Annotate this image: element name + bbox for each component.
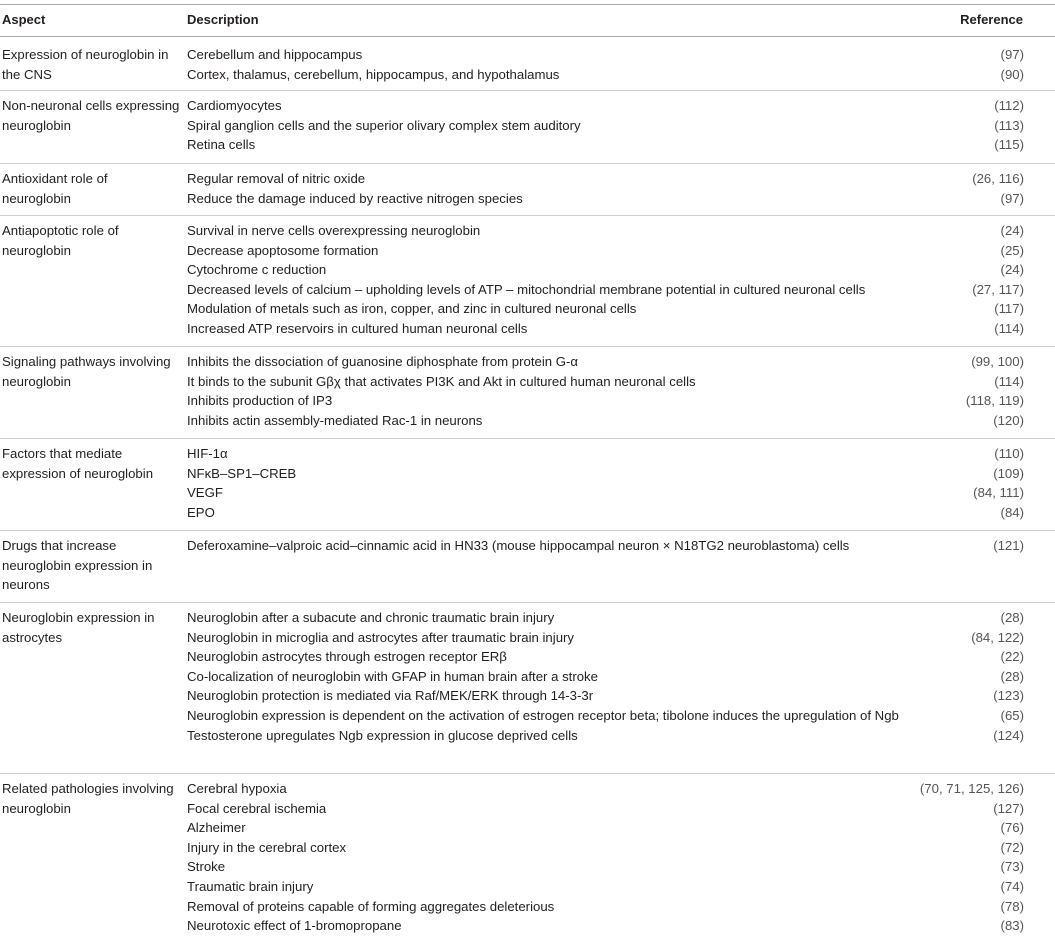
table-row [0, 877, 1055, 897]
table-row [0, 608, 1055, 628]
entry-list [0, 536, 1055, 556]
reference-cell: (114) [994, 320, 1024, 336]
table-row [0, 838, 1055, 858]
reference-cell: (26, 116) [972, 171, 1024, 186]
table-row [0, 726, 1055, 746]
reference-cell: (24) [1000, 262, 1024, 278]
reference-cell: (84) [1000, 504, 1024, 520]
row-separator [0, 163, 1055, 164]
reference-cell: (97) [1000, 47, 1024, 62]
reference-cell: (25) [1000, 242, 1024, 258]
description-cell: EPO [187, 504, 215, 520]
table-row [0, 536, 1055, 556]
row-separator [0, 215, 1055, 216]
description-cell: Inhibits the dissociation of guanosine diphosphate from protein G-α [187, 354, 579, 369]
header-rule [0, 36, 1055, 37]
description-cell: Neuroglobin in microglia and astrocytes after traumatic brain injury [187, 629, 575, 645]
reference-cell: (99, 100) [971, 354, 1024, 369]
aspect-cell: Antiapoptotic role of neuroglobin [2, 223, 119, 258]
reference-cell: (110) [994, 446, 1024, 461]
entry-list [0, 352, 1055, 430]
table-row [0, 280, 1055, 300]
header-aspect: Aspect [2, 12, 46, 27]
reference-cell: (70, 71, 125, 126) [919, 781, 1024, 796]
table-row [0, 667, 1055, 687]
aspect-cell: Related pathologies involving neuroglobin [2, 781, 174, 816]
reference-cell: (115) [994, 137, 1024, 153]
table-row [0, 628, 1055, 648]
reference-cell: (27, 117) [972, 281, 1024, 297]
description-cell: Inhibits actin assembly-mediated Rac-1 in neurons [187, 412, 483, 428]
reference-cell: (83) [1000, 918, 1024, 934]
table-row [0, 45, 1055, 65]
table-row [0, 260, 1055, 280]
table-row [0, 503, 1055, 523]
reference-cell: (112) [994, 98, 1024, 113]
table-row [0, 444, 1055, 464]
reference-cell: (90) [1000, 66, 1024, 82]
aspect-cell: Expression of neuroglobin in the CNS [2, 47, 169, 82]
entry-list [0, 608, 1055, 745]
row-separator [0, 346, 1055, 347]
reference-cell: (121) [993, 538, 1024, 553]
table-row [0, 818, 1055, 838]
reference-cell: (84, 122) [971, 629, 1024, 645]
description-cell: Cytochrome c reduction [187, 262, 327, 278]
description-cell: Cortex, thalamus, cerebellum, hippocampus, and hypothalamus [187, 66, 560, 82]
table-row [0, 464, 1055, 484]
reference-cell: (97) [1000, 190, 1024, 206]
reference-cell: (109) [993, 465, 1024, 481]
entry-list [0, 221, 1055, 339]
row-separator [0, 90, 1055, 91]
table-row [0, 779, 1055, 799]
entry-list [0, 169, 1055, 208]
description-cell: Regular removal of nitric oxide [187, 171, 366, 186]
table-row [0, 391, 1055, 411]
description-cell: Spiral ganglion cells and the superior olivary complex stem auditory [187, 117, 581, 133]
description-cell: Cerebellum and hippocampus [187, 47, 363, 62]
table-row [0, 411, 1055, 431]
description-cell: Focal cerebral ischemia [187, 800, 327, 816]
description-cell: Reduce the damage induced by reactive nitrogen species [187, 190, 523, 206]
reference-cell: (124) [993, 727, 1024, 743]
reference-cell: (28) [1000, 668, 1024, 684]
row-separator [0, 438, 1055, 439]
table-row [0, 483, 1055, 503]
description-cell: Retina cells [187, 137, 256, 153]
description-cell: Cardiomyocytes [187, 98, 282, 113]
table-row [0, 372, 1055, 392]
reference-cell: (84, 111) [973, 485, 1024, 501]
row-separator [0, 530, 1055, 531]
table-row [0, 169, 1055, 189]
description-cell: Survival in nerve cells overexpressing neuroglobin [187, 223, 481, 238]
aspect-cell: Factors that mediate expression of neuroglobin [2, 446, 154, 481]
table-row [0, 916, 1055, 936]
description-cell: Decreased levels of calcium – upholding levels of ATP – mitochondrial membrane potential in cultured neuronal cells [187, 281, 866, 297]
reference-cell: (73) [1000, 859, 1024, 875]
aspect-cell: Drugs that increase neuroglobin expression in neurons [2, 538, 153, 593]
reference-cell: (117) [994, 301, 1024, 317]
table-row [0, 299, 1055, 319]
description-cell: Injury in the cerebral cortex [187, 839, 347, 855]
entry-list [0, 45, 1055, 84]
description-cell: Alzheimer [187, 820, 246, 836]
description-cell: Neurotoxic effect of 1-bromopropane [187, 918, 402, 934]
description-cell: Neuroglobin astrocytes through estrogen receptor ERβ [187, 649, 507, 665]
description-cell: VEGF [187, 485, 223, 501]
table-row [0, 241, 1055, 261]
reference-cell: (74) [1000, 878, 1024, 894]
aspect-cell: Antioxidant role of neuroglobin [2, 171, 108, 206]
aspect-cell: Signaling pathways involving neuroglobin [2, 354, 171, 389]
description-cell: NFκB–SP1–CREB [187, 465, 297, 481]
table-row [0, 706, 1055, 726]
table-row [0, 221, 1055, 241]
description-cell: Neuroglobin expression is dependent on the activation of estrogen receptor beta; tibolone induces the upregulation of Ngb [187, 707, 899, 723]
table-row [0, 319, 1055, 339]
reference-cell: (22) [1000, 649, 1024, 665]
reference-cell: (24) [1000, 223, 1024, 238]
description-cell: Traumatic brain injury [187, 878, 314, 894]
reference-cell: (114) [994, 373, 1024, 389]
entry-list [0, 779, 1055, 936]
table-row [0, 116, 1055, 136]
description-cell: Stroke [187, 859, 226, 875]
table-row [0, 135, 1055, 155]
description-cell: Increased ATP reservoirs in cultured human neuronal cells [187, 320, 528, 336]
description-cell: Testosterone upregulates Ngb expression in glucose deprived cells [187, 727, 578, 743]
table-row [0, 65, 1055, 85]
reference-cell: (78) [1000, 898, 1024, 914]
description-cell: Co-localization of neuroglobin with GFAP in human brain after a stroke [187, 668, 598, 684]
header-description: Description [187, 12, 259, 27]
description-cell: Inhibits production of IP3 [187, 393, 333, 409]
description-cell: Deferoxamine–valproic acid–cinnamic acid in HN33 (mouse hippocampal neuron × N18TG2 neuroblastoma) cells [187, 538, 850, 553]
entry-list [0, 96, 1055, 155]
reference-cell: (118, 119) [965, 393, 1024, 409]
description-cell: HIF-1α [187, 446, 228, 461]
reference-cell: (127) [993, 800, 1024, 816]
description-cell: Neuroglobin protection is mediated via Raf/MEK/ERK through 14-3-3r [187, 688, 594, 704]
aspect-cell: Non-neuronal cells expressing neuroglobin [2, 98, 180, 133]
table-header [0, 0, 1055, 36]
reference-cell: (123) [993, 688, 1024, 704]
description-cell: Decrease apoptosome formation [187, 242, 379, 258]
table-row [0, 352, 1055, 372]
table-row [0, 189, 1055, 209]
reference-cell: (65) [1000, 707, 1024, 723]
reference-cell: (120) [993, 412, 1024, 428]
entry-list [0, 444, 1055, 522]
table-row [0, 897, 1055, 917]
reference-cell: (72) [1000, 839, 1024, 855]
aspect-cell: Neuroglobin expression in astrocytes [2, 610, 155, 645]
reference-cell: (76) [1000, 820, 1024, 836]
reference-cell: (28) [1000, 610, 1024, 625]
table-row [0, 96, 1055, 116]
row-separator [0, 773, 1055, 774]
description-cell: Modulation of metals such as iron, copper, and zinc in cultured neuronal cells [187, 301, 637, 317]
description-cell: Removal of proteins capable of forming aggregates deleterious [187, 898, 555, 914]
table-row [0, 686, 1055, 706]
description-cell: Cerebral hypoxia [187, 781, 287, 796]
reference-cell: (113) [994, 117, 1024, 133]
table-row [0, 799, 1055, 819]
description-cell: It binds to the subunit Gβχ that activates PI3K and Akt in cultured human neuronal cells [187, 373, 696, 389]
row-separator [0, 602, 1055, 603]
table-row [0, 857, 1055, 877]
header-reference: Reference [960, 12, 1023, 27]
description-cell: Neuroglobin after a subacute and chronic traumatic brain injury [187, 610, 555, 625]
table-row [0, 647, 1055, 667]
